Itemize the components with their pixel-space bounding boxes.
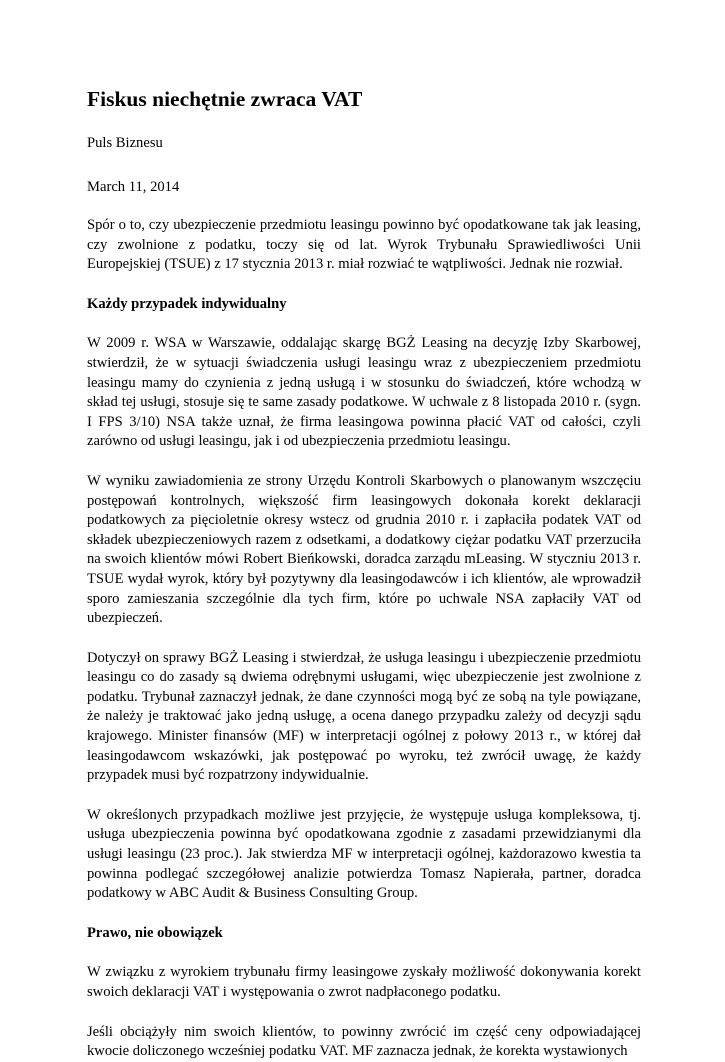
body-paragraph: W 2009 r. WSA w Warszawie, oddalając skargę BGŻ Leasing na decyzję Izby Skarbowej, stwierdził, że w sytuacji świadczenia usługi leasingu wraz z ubezpieczeniem przedmiotu leasingu mamy do czynienia z jedną usługą i w stosunku do świadczeń, które wchodzą w skład tej usługi, stosuje się te same zasady podatkowe. W uchwale z 8 listopada 2010 r. (sygn. I FPS 3/10) NSA także uznał, że firma leasingowa powinna płacić VAT od całości, czyli zarówno od usługi leasingu, jak i od ubezpieczenia przedmiotu leasingu. [87, 335, 641, 450]
body-paragraph: W wyniku zawiadomienia ze strony Urzędu Kontroli Skarbowych o planowanym wszczęciu postępowań kontrolnych, większość firm leasingowych dokonała korekt deklaracji podatkowych za pięcioletnie okresy wstecz od grudnia 2010 r. i zapłaciła podatek VAT od składek ubezpieczeniowych razem z odsetkami, a dodatkowy ciężar podatku VAT przerzuciła na swoich klientów mówi Robert Bieńkowski, doradca zarządu mLeasing. W styczniu 2013 r. TSUE wydał wyrok, który był pozytywny dla leasingodawców i ich klientów, ale wprowadził sporo zamieszania szczególnie dla tych firm, które po uchwale NSA zapłaciły VAT od ubezpieczeń. [87, 472, 641, 627]
section-heading-2: Prawo, nie obowiązek [87, 924, 223, 941]
article-title: Fiskus niechętnie zwraca VAT [87, 87, 363, 111]
section-heading-1: Każdy przypadek indywidualny [87, 295, 287, 312]
body-paragraph: W określonych przypadkach możliwe jest przyjęcie, że występuje usługa kompleksowa, tj. usługa ubezpieczenia powinna być opodatkowana zgodnie z zasadami przewidzianymi dla usługi leasingu (23 proc.). Jak stwierdza MF w interpretacji ogólnej, każdorazowo kwestia ta powinna podlegać szczegółowej analizie potwierdza Tomasz Napierała, partner, doradca podatkowy w ABC Audit & Business Consulting Group. [87, 806, 641, 902]
body-paragraph: Dotyczył on sprawy BGŻ Leasing i stwierdzał, że usługa leasingu i ubezpieczenie przedmiotu leasingu co do zasady są dwiema odrębnymi usługami, więc ubezpieczenie jest zwolnione z podatku. Trybunał zaznaczył jednak, że dane czynności mogą być ze sobą na tyle powiązane, że należy je traktować jako jedną usługę, a ocena danego przypadku zależy od decyzji sądu krajowego. Minister finansów (MF) w interpretacji ogólnej z połowy 2013 r., w której dał leasingodawcom wskazówki, jak postępować po wyroku, też zwrócił uwagę, że każdy przypadek musi być rozpatrzony indywidualnie. [87, 649, 641, 784]
article-date: March 11, 2014 [87, 179, 180, 195]
document-page [87, 86, 641, 1062]
article-source: Puls Biznesu [87, 135, 163, 151]
body-paragraph: W związku z wyrokiem trybunału firmy leasingowe zyskały możliwość dokonywania korekt swoich deklaracji VAT i występowania o zwrot nadpłaconego podatku. [87, 964, 641, 1000]
intro-paragraph: Spór o to, czy ubezpieczenie przedmiotu leasingu powinno być opodatkowane tak jak leasing, czy zwolnione z podatku, toczy się od lat. Wyrok Trybunału Sprawiedliwości Unii Europejskiej (TSUE) z 17 stycznia 2013 r. miał rozwiać te wątpliwości. Jednak nie rozwiał. [87, 217, 641, 273]
body-paragraph: Jeśli obciążyły nim swoich klientów, to powinny zwrócić im część ceny odpowiadającej kwocie doliczonego wcześniej podatku VAT. MF zaznacza jednak, że korekta wystawionych [87, 1023, 641, 1060]
